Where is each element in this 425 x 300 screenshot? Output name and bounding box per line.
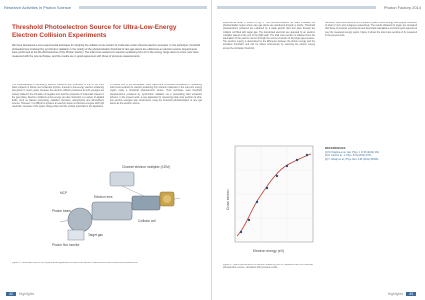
y-axis-label: Cross section — [226, 189, 230, 210]
label-target-gas: Target gas — [88, 233, 103, 237]
figure-2-plot — [223, 140, 318, 260]
left-page — [0, 0, 212, 300]
inset-leader — [122, 186, 146, 197]
page-header-right — [213, 0, 425, 14]
figure-2-caption: Figure 2: Total cross sections for electron scattering from Ar measured with the threshold photoelectron source, compared with previous results. — [223, 264, 313, 270]
label-photon-monitor: Photon flux monitor — [52, 243, 80, 247]
footer-label: Highlights — [387, 292, 404, 296]
page-footer-left — [6, 292, 34, 296]
inset-cell-box — [110, 172, 134, 186]
right-page — [213, 0, 425, 300]
body-column-1: The understanding of low-energy electron collisions with molecules is one of the most basic subjects in atomic and molecular physics. Interest in low-energy electron scattering has grown in recent years, because the electron collision processes at such energies are closely related to the formation of negative ions and the properties of molecular clusters in the gas phase. Electron collisions at low energy are also important in a variety of applied fields, such as plasma processing, radiation chemistry, astrophysics and atmospheric science. However, it is difficult to produce an electron beam at ultra-low energies with high resolution, because of the space charge effect and the contact potentials in the apparatus. — [12, 84, 104, 109]
footer-label: Highlights — [18, 292, 35, 296]
article-title: Threshold Photoelectron Source for Ultra-Low-Energy Electron Collision Experiments — [12, 24, 177, 39]
references-heading: REFERENCES — [325, 146, 346, 150]
detector-face — [163, 195, 171, 203]
page-footer-right — [388, 292, 419, 296]
header-section-label: Research Activities in Photon Science — [4, 4, 72, 10]
body-column-2: To realize one of the techniques, Field, Baertl and co-workers succeeded in measuring total cross sections for electron scattering from various molecules in the sub-meV energy region using a threshold photoelectron source. Their technique used threshold photoelectrons produced by synchrotron radiation via a penetrating field extraction scheme. In the present work, a new apparatus for measuring total cross sections at ultra-low electron energies was constructed, using the threshold photoionization of rare gas atoms as the electron source. — [110, 84, 202, 106]
body-column-4: Moreover, total cross sections of the present system reflect energy and angular resolution of about 2 meV and 4 degrees respectively. The results obtained for argon are compared with those of previous experiments and theoretical calculations and show good agreement over the measured energy region. Figure 2 shows the total cross sections of Ar measured in the present work. — [325, 22, 417, 37]
header-bar — [79, 6, 207, 9]
body-column-3: experimental setup is shown in Fig. 1. The monochromatized SR beam irradiates the photoionization region where rare gas atoms are introduced through a nozzle. Threshold photoelectrons produced are extracted by a weak electric field and pass through the collision cell filled with target gas. The transmitted electrons are detected by an electron multiplier placed at the end of the flight path. The total cross section is obtained from the attenuation of the electron current through the cell as a function of the target gas pressure. The electron energy is determined by the difference between the photon energy and the ionization threshold, and can be varied continuously by scanning the photon energy across the ionization threshold. — [223, 22, 315, 50]
page-header-left — [0, 0, 211, 14]
label-photon-beam: Photon beam — [52, 209, 71, 213]
abstract: We have developed a new experimental technique for studying the collision cross section of molecules under ultra-low electron energies. In the technique, threshold photoelectrons produced by synchrotron radiation in the vicinity of the photoionization threshold of rare gas atoms are utilized as an electron source. Experiments were performed at the BL-20A beamline of the Photon Factory. The total cross sections for electron scattering from Ar in the energy range down to a few meV were measured with the new technique, and the results are in good agreement with those of previous measurements. — [12, 44, 201, 58]
page-number: 42 — [6, 292, 16, 296]
label-electron-lens: Electron lens — [94, 195, 113, 199]
collision-cell-body — [132, 196, 160, 210]
ionization-chamber — [68, 208, 92, 232]
x-axis-label: Electron energy (eV) — [253, 249, 285, 253]
label-mcp: MCP — [60, 191, 68, 195]
label-collision-cell: Collision cell — [138, 219, 156, 223]
figure-1-caption: Figure 1: Schematic view of the experimental apparatus for total cross section measurements with threshold photoelectrons. — [12, 262, 139, 264]
label-channel-multiplier: Channel electron multiplier (CEM) — [122, 165, 170, 169]
header-right-label: Photon Factory 2014 — [383, 4, 421, 10]
electron-lens-body — [92, 202, 132, 220]
header-bar — [217, 6, 376, 9]
page-number: 43 — [406, 292, 416, 296]
references-list: [1] M. Kitajima et al., Eur. Phys. J. D 66 (2012) 130. [2] D. Field et al., J. Phys. B 34 (2001) 4371. [3] T. Odagiri et al., Phys. Rev. A 84 (2011) 053401. — [325, 151, 380, 161]
gas-inlet — [68, 230, 84, 240]
figure-1-apparatus-diagram — [50, 160, 200, 248]
